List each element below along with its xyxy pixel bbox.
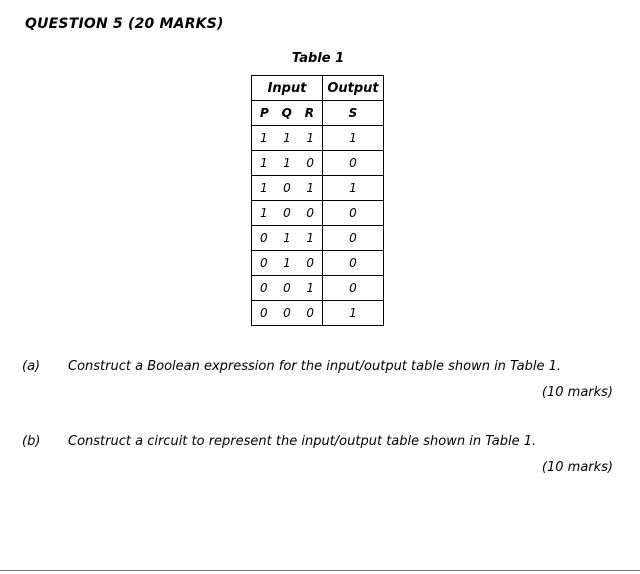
question-text: Construct a circuit to represent the input/output table shown in Table 1. [68,434,537,449]
table-column-header-row [252,101,384,126]
cell-p: 1 [260,181,268,195]
cell-r: 1 [306,181,314,195]
cell-s: 0 [323,151,384,176]
cell-p: 1 [260,206,268,220]
question-heading: QUESTION 5 (20 MARKS) [25,16,224,32]
cell-q: 0 [283,206,291,220]
cell-r: 1 [306,231,314,245]
cell-s: 1 [323,301,384,326]
output-group-header: Output [323,76,384,101]
table-row [252,126,384,151]
cell-q: 0 [283,181,291,195]
table-row [252,276,384,301]
table-row [252,176,384,201]
cell-p: 0 [260,231,268,245]
table-group-header-row [252,76,384,101]
table-row [252,151,384,176]
cell-r: 1 [306,131,314,145]
cell-s: 0 [323,226,384,251]
cell-p: 1 [260,131,268,145]
question-label: (a) [22,359,41,374]
column-header-p: P [260,106,269,120]
table-row [252,251,384,276]
cell-s: 1 [323,126,384,151]
cell-p: 0 [260,306,268,320]
truth-table [251,75,384,326]
cell-r: 0 [306,256,314,270]
table-row [252,226,384,251]
table-row [252,301,384,326]
cell-p: 1 [260,156,268,170]
cell-s: 0 [323,276,384,301]
cell-r: 1 [306,281,314,295]
cell-r: 0 [306,206,314,220]
question-label: (b) [22,434,41,449]
cell-q: 1 [283,156,291,170]
question-b-marks: (10 marks) [541,460,613,475]
table-caption: Table 1 [291,51,345,66]
cell-r: 0 [306,156,314,170]
column-header-s: S [323,101,384,126]
column-header-q: Q [281,106,292,120]
cell-q: 1 [283,131,291,145]
column-header-r: R [304,106,314,120]
cell-q: 0 [283,306,291,320]
question-a-marks: (10 marks) [541,385,613,400]
cell-q: 1 [283,231,291,245]
cell-s: 0 [323,201,384,226]
cell-q: 0 [283,281,291,295]
cell-p: 0 [260,256,268,270]
cell-s: 1 [323,176,384,201]
cell-r: 0 [306,306,314,320]
cell-p: 0 [260,281,268,295]
cell-s: 0 [323,251,384,276]
cell-q: 1 [283,256,291,270]
input-group-header: Input [252,76,323,101]
input-column-headers [252,101,323,126]
question-text: Construct a Boolean expression for the input/output table shown in Table 1. [68,359,561,374]
page-bottom-divider [0,570,640,571]
table-row [252,201,384,226]
